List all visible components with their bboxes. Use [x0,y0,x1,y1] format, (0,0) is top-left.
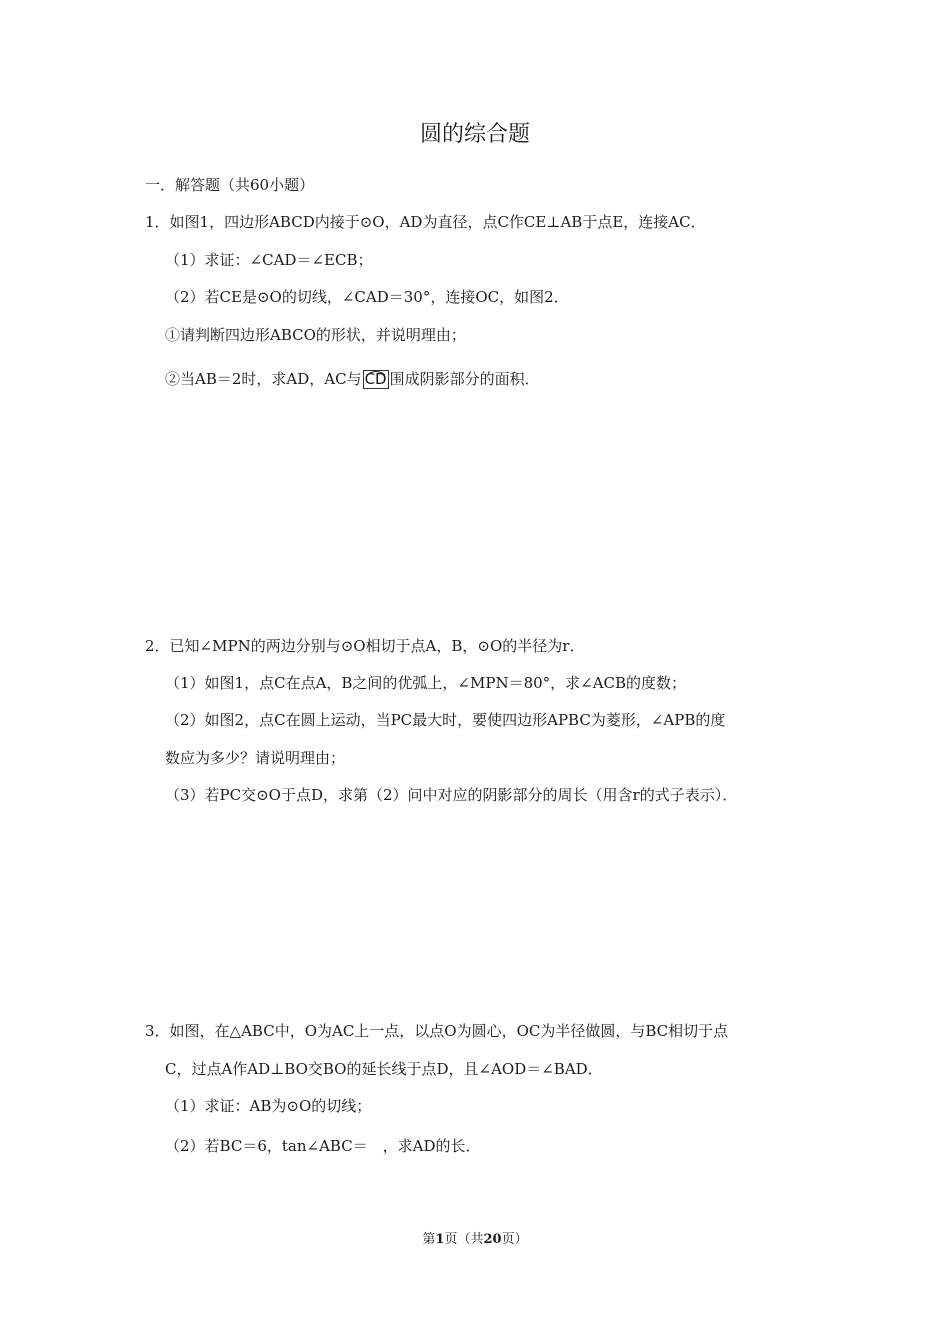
footer-prefix: 第 [422,1232,436,1247]
question-1-stem: 1．如图1，四边形ABCD内接于⊙O，AD为直径，点C作CE⊥AB于点E，连接AC． [145,213,706,231]
question-3-stem-line-1: 3．如图，在△ABC中，O为AC上一点，以点O为圆心，OC为半径做圆，与BC相切于点 [145,1022,729,1040]
footer-total-pages: 20 [483,1232,502,1247]
question-1-sub-2-after: 围成阴影部分的面积． [389,370,540,388]
question-2-stem: 2．已知∠MPN的两边分别与⊙O相切于点A，B，⊙O的半径为r． [145,637,585,655]
question-1-sub-1: ①请判断四边形ABCO的形状，并说明理由； [165,326,466,344]
question-2-part-1: （1）如图1，点C在点A，B之间的优弧上，∠MPN＝80°，求∠ACB的度数； [165,674,687,692]
question-3-part-2: （2）若BC＝6，tan∠ABC＝ ，求AD的长． [165,1137,481,1155]
page-footer [0,1231,950,1249]
question-2-part-3: （3）若PC交⊙O于点D，求第（2）问中对应的阴影部分的周长（用含r的式子表示）． [165,786,738,804]
page-title: 圆的综合题 [419,122,530,147]
arc-cd-label: CD [364,370,387,388]
section-heading: 一．解答题（共60小题） [145,176,315,194]
footer-suffix: 页） [501,1232,528,1247]
question-1-part-1: （1）求证：∠CAD＝∠ECB； [165,251,373,269]
question-3-part-1: （1）求证：AB为⊙O的切线； [165,1097,372,1115]
footer-mid: 页（共 [444,1232,484,1247]
arc-mark-icon [366,370,386,376]
question-2-part-2-line-2: 数应为多少？请说明理由； [165,749,346,767]
question-1-sub-2 [165,369,540,389]
question-1-part-2: （2）若CE是⊙O的切线，∠CAD＝30°，连接OC，如图2． [165,288,569,306]
question-2-part-2-line-1: （2）如图2，点C在圆上运动，当PC最大时，要使四边形APBC为菱形，∠APB的度 [165,711,726,729]
question-3-stem-line-2: C，过点A作AD⊥BO交BO的延长线于点D，且∠AOD＝∠BAD． [165,1060,603,1078]
footer-page-number: 1 [435,1232,445,1247]
arc-cd-symbol [363,370,389,389]
question-1-sub-2-before: ②当AB＝2时，求AD，AC与 [165,370,362,388]
